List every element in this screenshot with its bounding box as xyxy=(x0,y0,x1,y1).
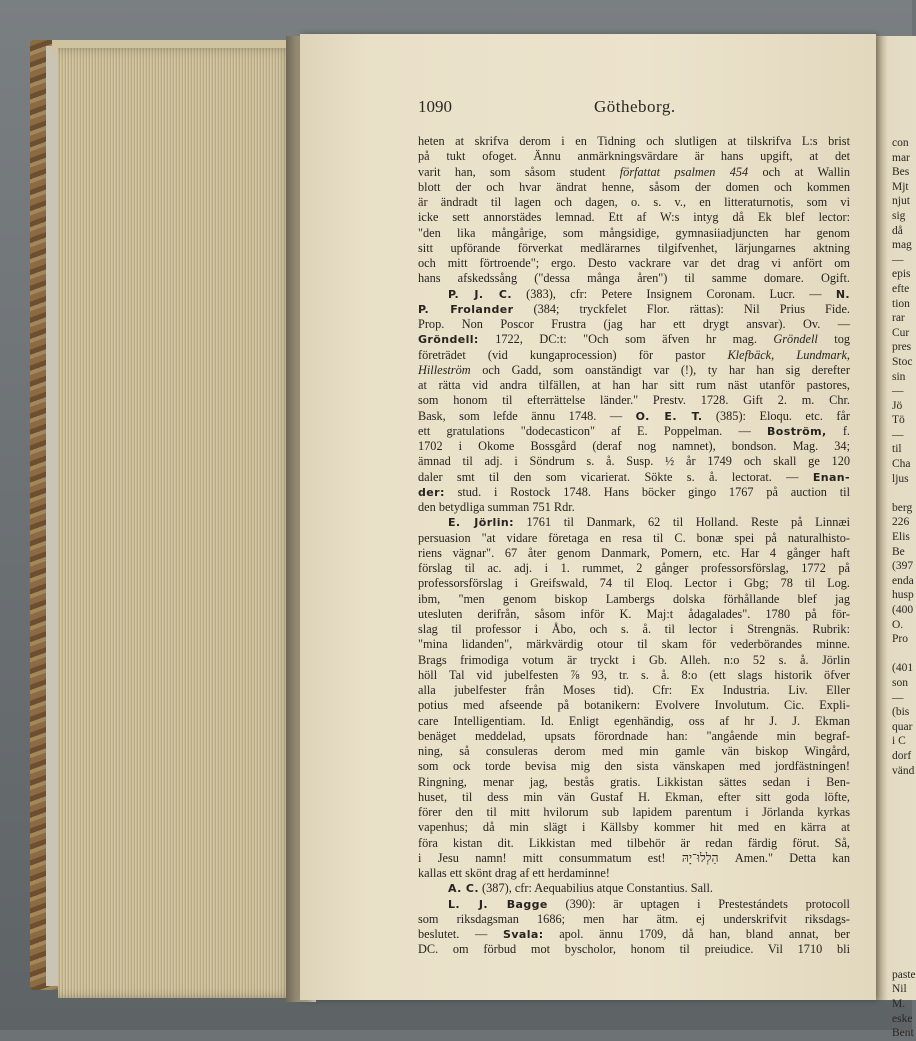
text-run: Brags frimodiga votum är tryckt i Gb. Alleh. n:o 52 s. å. Jörlin xyxy=(418,652,850,667)
text-run: ning, så consuleras derom med min gamle vän biskop Wingård, xyxy=(418,744,850,758)
facing-page-fragment xyxy=(892,647,912,662)
facing-page-fragment: i C xyxy=(892,735,906,748)
text-line xyxy=(418,256,850,271)
text-line xyxy=(418,622,850,637)
text-run: hans afskedssång ("dessa många åren") til samme domare. Ogift. xyxy=(418,271,850,286)
facing-page-fragment xyxy=(892,924,912,939)
text-line xyxy=(418,317,850,332)
text-run: professorsförslag i Greifswald, 74 til Eloq. Lector i Gbg; 78 til Log. xyxy=(418,576,850,591)
text-run: förslag til ac. adj. i 1. rummet, 2 gånger professorsförslag, 1772 på xyxy=(418,561,850,575)
text-line xyxy=(418,241,850,256)
text-run: i Jesu namn! mitt consummatum est! הַלְלוּ־יָהּ Amen." Detta kan xyxy=(418,850,850,865)
facing-page-fragment: husp xyxy=(892,589,914,602)
text-line xyxy=(418,363,850,378)
text-run: föra kistan dit. Likkistan med tilbehör är redan färdig förut. Så, xyxy=(418,835,850,850)
facing-page-fragment: — xyxy=(892,253,904,266)
text-line xyxy=(418,424,850,439)
text-line xyxy=(418,287,850,302)
text-run: förer den til mitt hvilorum sub lapidem parentum i Jörlanda kyrkas xyxy=(418,805,850,819)
text-run: benäget meddelad, upsats förordnade han: "angående min begraf- xyxy=(418,728,850,743)
text-run: som riksdagsman 1686; men har ätm. ej underskrifvit riksdags- xyxy=(418,911,850,926)
text-run: beslutet. — xyxy=(418,927,503,941)
body-text xyxy=(418,134,850,958)
text-line xyxy=(418,134,850,149)
facing-page-fragment: (397 xyxy=(892,560,914,573)
text-run: sitt upförande förverkat medlärarnes tilgifvenhet, lärjungarnes aktning xyxy=(418,240,850,255)
bold-name: L. J. Bagge xyxy=(448,897,548,911)
text-line xyxy=(418,271,850,286)
text-line xyxy=(418,226,850,241)
text-run: heten at skrifva derom i en Tidning och slutligen at tilskrifva L:s brist xyxy=(418,134,850,148)
text-line xyxy=(418,897,850,912)
text-line xyxy=(418,729,850,744)
text-run: tog xyxy=(817,332,850,347)
facing-page-fragment: mar xyxy=(892,151,910,164)
italic-phrase: Klefbäck, Lundmark, xyxy=(727,347,850,362)
bold-name: N. xyxy=(835,287,851,301)
text-line xyxy=(418,836,850,851)
text-line xyxy=(418,698,850,713)
text-line xyxy=(418,576,850,591)
facing-page-fragment: Bes xyxy=(892,166,910,179)
text-line xyxy=(418,866,850,881)
text-line xyxy=(418,927,850,942)
bold-name: Svala: xyxy=(503,928,544,941)
text-line xyxy=(418,378,850,393)
text-line xyxy=(418,470,850,485)
text-run: på tukt ofoget. Ännu anmärkningsvärdare är hans upgift, at det xyxy=(418,149,850,164)
text-line xyxy=(418,744,850,759)
facing-page-fragment: Mjt xyxy=(892,180,909,193)
facing-page-fragment: 226 xyxy=(892,516,910,529)
text-run: (385): Eloqu. etc. får xyxy=(702,408,850,423)
facing-page-fragment: Bent xyxy=(892,1027,914,1040)
text-line xyxy=(418,942,850,957)
facing-page-fragment: enda xyxy=(892,574,914,587)
text-run: varit han, som såsom student xyxy=(418,164,620,179)
text-run: persuasion "at vidare företaga en resa til C. bonæ spei på naturalhisto- xyxy=(418,530,850,545)
text-run: kallas ett skönt drag af ett herdaminne! xyxy=(418,866,610,880)
text-run: 1761 til Danmark, 62 til Holland. Reste på Linnæi xyxy=(513,515,850,530)
text-line xyxy=(418,881,850,896)
facing-page-fragment: son xyxy=(892,676,908,689)
text-line xyxy=(418,851,850,866)
text-run: vapenhus; då min slägt i Källsby kommer hit med en kärra at xyxy=(418,820,850,835)
text-run: huset, til dess min vän Gustaf H. Ekman, efter sitt goda löfte, xyxy=(418,789,850,804)
text-line xyxy=(418,195,850,210)
text-run: (390): är uptagen i Prestestándets protocoll xyxy=(547,896,850,911)
text-line xyxy=(418,454,850,469)
facing-page-fragment: con xyxy=(892,137,909,149)
text-line xyxy=(418,653,850,668)
italic-phrase: Hilleström xyxy=(418,362,471,377)
text-line xyxy=(418,180,850,195)
facing-page-fragment: mag xyxy=(892,239,912,252)
text-run: (384; tryckfelet Flor. rättas): Nil Prius Fide. xyxy=(513,301,850,316)
text-run: Ringning, menar jag, bestås gratis. Likkistan sättes sedan i Ben- xyxy=(418,774,850,789)
text-line xyxy=(418,302,850,317)
text-run: stud. i Rostock 1748. Hans böcker gingo 1767 på auction til xyxy=(444,484,850,499)
facing-page-fragment: tion xyxy=(892,297,910,310)
text-run: 1722, DC:t: "Och som äfven hr mag. xyxy=(478,332,774,347)
text-run: utesluten derifrån, såsom inför K. Maj:t ådagalades". 1780 på för- xyxy=(418,606,850,621)
text-run: som ock torde bevisa mig den sista vänskapen med jordfästningen! xyxy=(418,759,850,774)
text-line xyxy=(418,912,850,927)
facing-page-fragment xyxy=(892,866,912,881)
text-run: "mina lidanden", märkvärdig otour til skam för vederbörandes minne. xyxy=(418,637,850,652)
facing-page-fragment: sig xyxy=(892,209,906,222)
facing-page-fragment: vänd xyxy=(892,764,915,777)
bold-name: Gröndell: xyxy=(418,333,479,347)
text-line xyxy=(418,531,850,546)
text-line xyxy=(418,515,850,530)
text-line xyxy=(418,637,850,652)
text-run: och at Wallin xyxy=(748,164,850,179)
facing-page-fragment: (401 xyxy=(892,662,914,675)
facing-page-fragment xyxy=(892,939,912,954)
text-run: blott der och hvar ändrat henne, såsom der domen och kommen xyxy=(418,179,850,194)
text-line xyxy=(418,332,850,347)
facing-page-fragment: paste xyxy=(892,968,916,981)
text-line xyxy=(418,714,850,729)
text-line xyxy=(418,149,850,164)
facing-page-fragment xyxy=(892,909,912,924)
facing-page-fragment: Be xyxy=(892,545,905,558)
facing-page-fragment: Stoc xyxy=(892,355,913,368)
text-run: ett gratulations "dodecasticon" af E. Poppelman. — xyxy=(418,423,768,438)
page-stack xyxy=(58,48,296,998)
text-line xyxy=(418,607,850,622)
text-line xyxy=(418,546,850,561)
page-number: 1090 xyxy=(418,97,452,116)
facing-page-fragment: Tö xyxy=(892,414,905,427)
text-run: apol. ännu 1709, då han, bland annat, ber xyxy=(543,927,850,941)
facing-page-fragment: epis xyxy=(892,268,911,281)
facing-page-fragment xyxy=(892,793,912,808)
text-run: alla jubelfester från Moses tid). Cfr: Ex Industria. Liv. Eller xyxy=(418,683,850,697)
facing-page-fragment xyxy=(892,822,912,837)
text-run: ämnad til adj. i Söndrum s. å. Susp. ½ år 1749 och skall ge 120 xyxy=(418,454,850,469)
text-line xyxy=(418,820,850,835)
bold-name: O. E. T. xyxy=(635,409,703,423)
text-line xyxy=(418,165,850,180)
facing-page-fragment: Elis xyxy=(892,531,910,544)
text-line xyxy=(418,500,850,515)
facing-page-fragment: Jö xyxy=(892,399,903,412)
facing-page-fragment: quar xyxy=(892,720,913,733)
bold-name: Enan- xyxy=(812,470,850,484)
text-run: företrädet (vid kungaprocession) för pastor xyxy=(418,347,728,362)
text-line xyxy=(418,409,850,424)
facing-page-fragment: berg xyxy=(892,501,913,514)
facing-page-fragment: til xyxy=(892,443,902,456)
text-line xyxy=(418,393,850,408)
text-run: den betydliga summan 751 Rdr. xyxy=(418,500,575,514)
facing-page-fragment xyxy=(892,778,912,793)
text-run: Bask, som lefde ännu 1748. — xyxy=(418,408,636,423)
text-run: f. xyxy=(826,423,850,438)
text-line xyxy=(418,210,850,225)
facing-page-text xyxy=(892,136,916,1041)
text-line xyxy=(418,683,850,698)
text-run: potius med afseende på botanikern: Evolvere Involutum. Cic. Expli- xyxy=(418,698,850,713)
facing-page-fragment xyxy=(892,486,912,501)
page-header xyxy=(418,97,858,119)
running-head: Götheborg. xyxy=(594,97,676,116)
facing-page-fragment xyxy=(892,807,912,822)
text-line xyxy=(418,790,850,805)
text-line xyxy=(418,759,850,774)
text-run: Prop. Non Poscor Frustra (jag har ett drygt ansvar). Ov. — xyxy=(418,317,850,331)
facing-page-fragment: — xyxy=(892,385,904,398)
text-run: och mitt förtroende"; ergo. Desto vackrare var det drag vi anfört om xyxy=(418,256,850,270)
text-run: ibm, "men genom biskop Lambergs dolska förhållande blef jag xyxy=(418,591,850,606)
facing-page-fragment xyxy=(892,880,912,895)
text-line xyxy=(418,348,850,363)
text-run: riens vägnar". 67 åter genom Danmark, Pomern, etc. Har 4 gånger haft xyxy=(418,545,850,560)
text-line xyxy=(418,592,850,607)
text-run: 1702 i Okome Bossgård (deraf nog namnet), bondson. Mag. 34; xyxy=(418,439,850,453)
text-line xyxy=(418,439,850,454)
facing-page-fragment: (bis xyxy=(892,706,910,719)
text-run: slag til professor i Åbo, och s. å. til lector i Strengnäs. Rubrik: xyxy=(418,622,850,636)
bold-name: P. J. C. xyxy=(448,287,512,301)
text-run: at rätta vid andra tilfällen, at han har sitt rum näst utanför pastores, xyxy=(418,378,850,392)
facing-page-fragment: dorf xyxy=(892,749,912,762)
text-run: care Intelligentiam. Id. Enligt egenhändig, oss af hr J. J. Ekman xyxy=(418,713,850,728)
facing-page-fragment: sin xyxy=(892,370,906,383)
text-line xyxy=(418,805,850,820)
text-run: DC. om förbud mot byscholor, honom til preiudice. Vil 1710 bli xyxy=(418,942,850,957)
facing-page-fragment xyxy=(892,837,912,852)
italic-phrase: författat psalmen 454 xyxy=(619,164,749,179)
bold-name: Boström, xyxy=(767,424,827,438)
text-line xyxy=(418,775,850,790)
facing-page-fragment: Cur xyxy=(892,326,910,339)
facing-page-fragment: O. xyxy=(892,618,904,631)
facing-page-fragment: efte xyxy=(892,282,910,295)
bold-name: der: xyxy=(418,485,445,499)
facing-page-fragment: M. xyxy=(892,998,906,1011)
facing-page-fragment: Nil xyxy=(892,983,907,996)
facing-page-fragment: — xyxy=(892,428,904,441)
text-run: icke sett annorstädes lemnad. Ett af W:s intyg då Ek blef lector: xyxy=(418,210,850,225)
text-run: som honom til efterrättelse länder." Prestv. 1728. Gift 2. m. Chr. xyxy=(418,393,850,408)
facing-page-fragment: njut xyxy=(892,195,910,208)
facing-page-fragment: pres xyxy=(892,341,912,354)
facing-page-fragment: Pro xyxy=(892,633,908,646)
italic-phrase: Gröndell xyxy=(773,332,818,347)
facing-page-fragment: (400 xyxy=(892,604,914,616)
facing-page-fragment: eske xyxy=(892,1012,913,1025)
facing-page-fragment xyxy=(892,851,912,866)
text-run: (383), cfr: Petere Insignem Coronam. Lucr. — xyxy=(511,286,836,301)
text-run: och Gadd, som oanständigt var (!), ty har han sig derefter xyxy=(470,362,850,377)
text-run: höll Tal vid jubelfesten ⅞ 93, tr. s. å. 8:o (ett slags historik öfver xyxy=(418,667,850,682)
facing-page-fragment: rar xyxy=(892,312,905,325)
text-line xyxy=(418,668,850,683)
facing-page-fragment: Cha xyxy=(892,458,911,471)
text-line xyxy=(418,485,850,500)
text-run: (387), cfr: Aequabilius atque Constantius. Sall. xyxy=(478,881,713,896)
facing-page-fragment xyxy=(892,953,912,968)
facing-page-fragment: då xyxy=(892,224,903,237)
text-run: "den lika mångårige, som mångsidige, gymnasiiadjuncten har genom xyxy=(418,225,850,240)
facing-page-fragment: ljus xyxy=(892,472,909,485)
bold-name: P. Frolander xyxy=(418,302,514,316)
bold-name: A. C. xyxy=(448,882,479,896)
text-run: är ändradt til lagen och dagen, o. s. v., en litteraturnotis, som vi xyxy=(418,195,850,209)
facing-page-fragment xyxy=(892,895,912,910)
facing-page-fragment: — xyxy=(892,691,904,704)
bold-name: E. Jörlin: xyxy=(448,516,514,530)
text-run: daler smt til den som vicarierat. Sökte s. å. lectorat. — xyxy=(418,469,813,484)
text-line xyxy=(418,561,850,576)
